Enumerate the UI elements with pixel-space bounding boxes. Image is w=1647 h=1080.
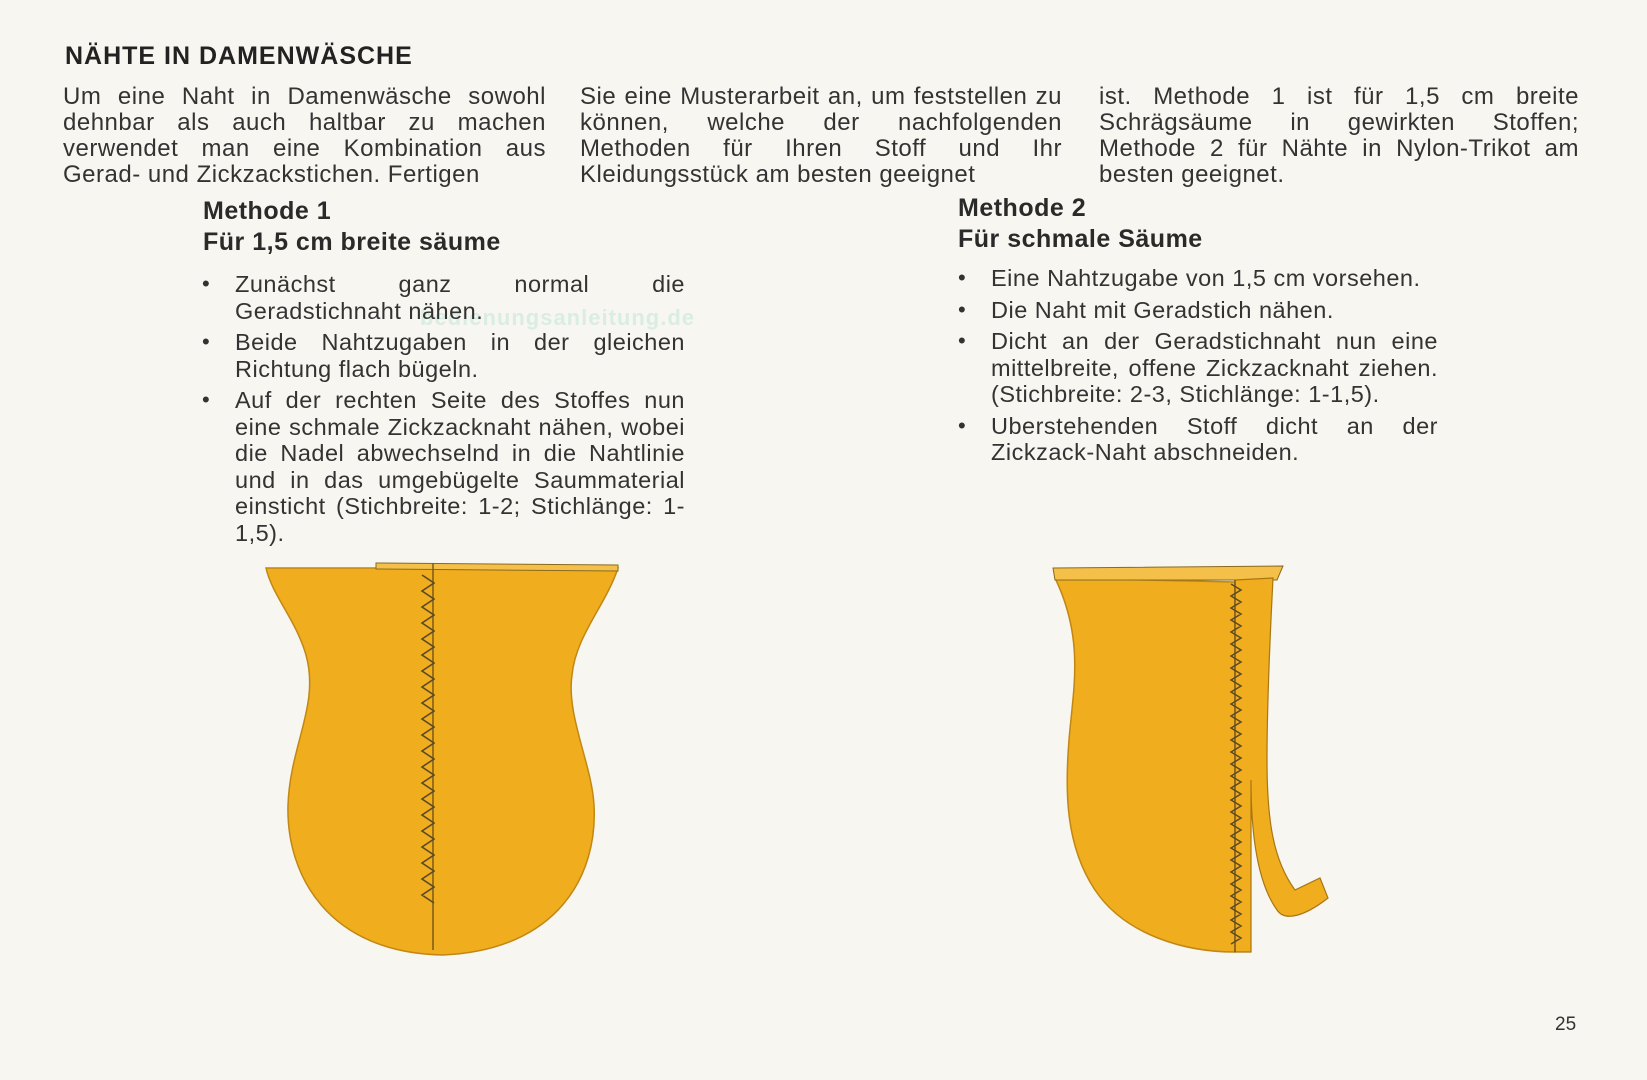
method-2-heading: Methode 2	[958, 194, 1087, 222]
trimmed-strip	[1235, 578, 1328, 952]
method-1-bullet-list	[202, 271, 685, 551]
fabric-shape	[266, 568, 618, 955]
list-item	[202, 271, 685, 324]
fabric-shape	[1055, 578, 1235, 952]
method-1-fabric-illustration	[258, 555, 628, 965]
seam-allowance-flap	[376, 563, 618, 571]
method-2-bullet-list	[958, 265, 1438, 471]
intro-column-1: Um eine Naht in Damenwäsche sowohl dehnbar als auch haltbar zu machen verwendet man eine Kombination aus Gerad- und Zickzackstichen. Fertigen	[63, 83, 546, 188]
bullet-text: Zunächst ganz normal die Geradstichnaht nähen.	[235, 271, 685, 324]
bullet-text: Dicht an der Geradstichnaht nun eine mittelbreite, offene Zickzacknaht ziehen. (Stichbreite: 2-3, Stichlänge: 1-1,5).	[991, 328, 1438, 407]
bullet-text: Auf der rechten Seite des Stoffes nun eine schmale Zickzacknaht nähen, wobei die Nadel abwechselnd in die Nahtlinie und in das umgebügelte Saummaterial einsticht (Stichbreite: 1-2; Stichlänge: 1-1,5).	[235, 387, 685, 546]
bullet-icon: •	[958, 265, 967, 290]
seam-allowance-edge	[1053, 566, 1283, 580]
list-item	[958, 297, 1438, 324]
bullet-icon: •	[958, 296, 967, 322]
method-1-subheading: Für 1,5 cm breite säume	[203, 228, 501, 256]
intro-column-2: Sie eine Musterarbeit an, um feststellen zu können, welche der nachfolgenden Methoden für Ihren Stoff und Ihr Kleidungsstück am besten geeignet	[580, 83, 1062, 188]
list-item	[958, 413, 1438, 466]
list-item	[202, 387, 685, 546]
watermark: bedienungsanleitung.de	[420, 305, 696, 330]
bullet-icon: •	[958, 328, 967, 353]
bullet-icon: •	[202, 387, 211, 412]
page-title: NÄHTE IN DAMENWÄSCHE	[65, 42, 413, 70]
page-number: 25	[1555, 1014, 1577, 1035]
method-1-heading: Methode 1	[203, 197, 332, 225]
bullet-text: Beide Nahtzugaben in der gleichen Richtung flach bügeln.	[235, 329, 685, 382]
bullet-icon: •	[202, 271, 211, 296]
list-item	[202, 329, 685, 382]
list-item	[958, 328, 1438, 408]
bullet-text: Eine Nahtzugabe von 1,5 cm vorsehen.	[991, 265, 1421, 291]
bullet-icon: •	[202, 329, 211, 354]
intro-column-3: ist. Methode 1 ist für 1,5 cm breite Schrägsäume in gewirkten Stoffen; Methode 2 für Nähte in Nylon-Trikot am besten geeignet.	[1099, 83, 1579, 188]
method-1-header	[203, 196, 501, 258]
method-2-header	[958, 193, 1203, 255]
method-2-subheading: Für schmale Säume	[958, 225, 1203, 253]
bullet-text: Uberstehenden Stoff dicht an der Zickzack-Naht abschneiden.	[991, 412, 1438, 465]
method-2-fabric-illustration	[1045, 560, 1365, 965]
list-item	[958, 265, 1438, 292]
bullet-text: Die Naht mit Geradstich nähen.	[991, 296, 1334, 323]
bullet-icon: •	[958, 412, 967, 438]
